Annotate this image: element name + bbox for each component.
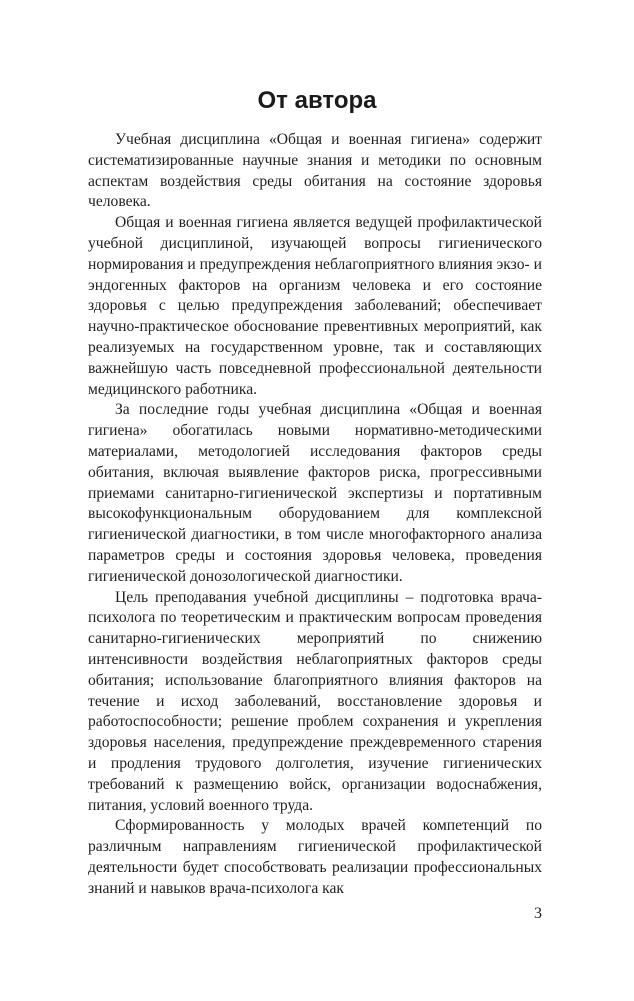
- paragraph: Цель преподавания учебной дисциплины – подготовка врача-психолога по теоретическим и практическим вопросам проведения санитарно-гигиенических мероприятий по снижению интенсивности воздействия неблагоприятных факторов среды обитания; использование благоприятного влияния факторов на течение и исход заболеваний, восстановление здоровья и работоспособности; решение проблем сохранения и укрепления здоровья населения, предупреждение преждевременного старения и продления трудового долголетия, изучение гигиенических требований к размещению войск, организации водоснабжения, питания, условий военного труда.: [88, 588, 542, 814]
- page-title: От автора: [257, 87, 377, 114]
- paragraph: Общая и военная гигиена является ведущей профилактической учебной дисциплиной, изучающей вопросы гигиенического нормирования и предупреждения неблагоприятного влияния экзо- и эндогенных факторов на организм человека и его состояние здоровья с целью предупреждения заболеваний; обеспечивает научно-практическое обоснование превентивных мероприятий, как реализуемых на государственном уровне, так и составляющих важнейшую часть повседневной профессиональной деятельности медицинского работника.: [88, 214, 542, 398]
- body-text: [88, 130, 542, 899]
- paragraph: Учебная дисциплина «Общая и военная гигиена» содержит систематизированные научные знания и методики по основным аспектам воздействия среды обитания на состояние здоровья человека.: [88, 131, 542, 211]
- paragraph: За последние годы учебная дисциплина «Общая и военная гигиена» обогатилась новыми нормативно-методическими материалами, методологией исследования факторов среды обитания, включая выявление факторов риска, прогрессивными приемами санитарно-гигиенической экспертизы и портативным высокофункциональным оборудованием для комплексной гигиенической диагностики, в том числе многофакторного анализа параметров среды и состояния здоровья человека, проведения гигиенической донозологической диагностики.: [88, 401, 542, 585]
- page-number: 3: [534, 905, 542, 922]
- paragraph: Сформированность у молодых врачей компетенций по различным направлениям гигиенической профилактической деятельности будет способствовать реализации профессиональных знаний и навыков врача-психолога как: [88, 817, 542, 897]
